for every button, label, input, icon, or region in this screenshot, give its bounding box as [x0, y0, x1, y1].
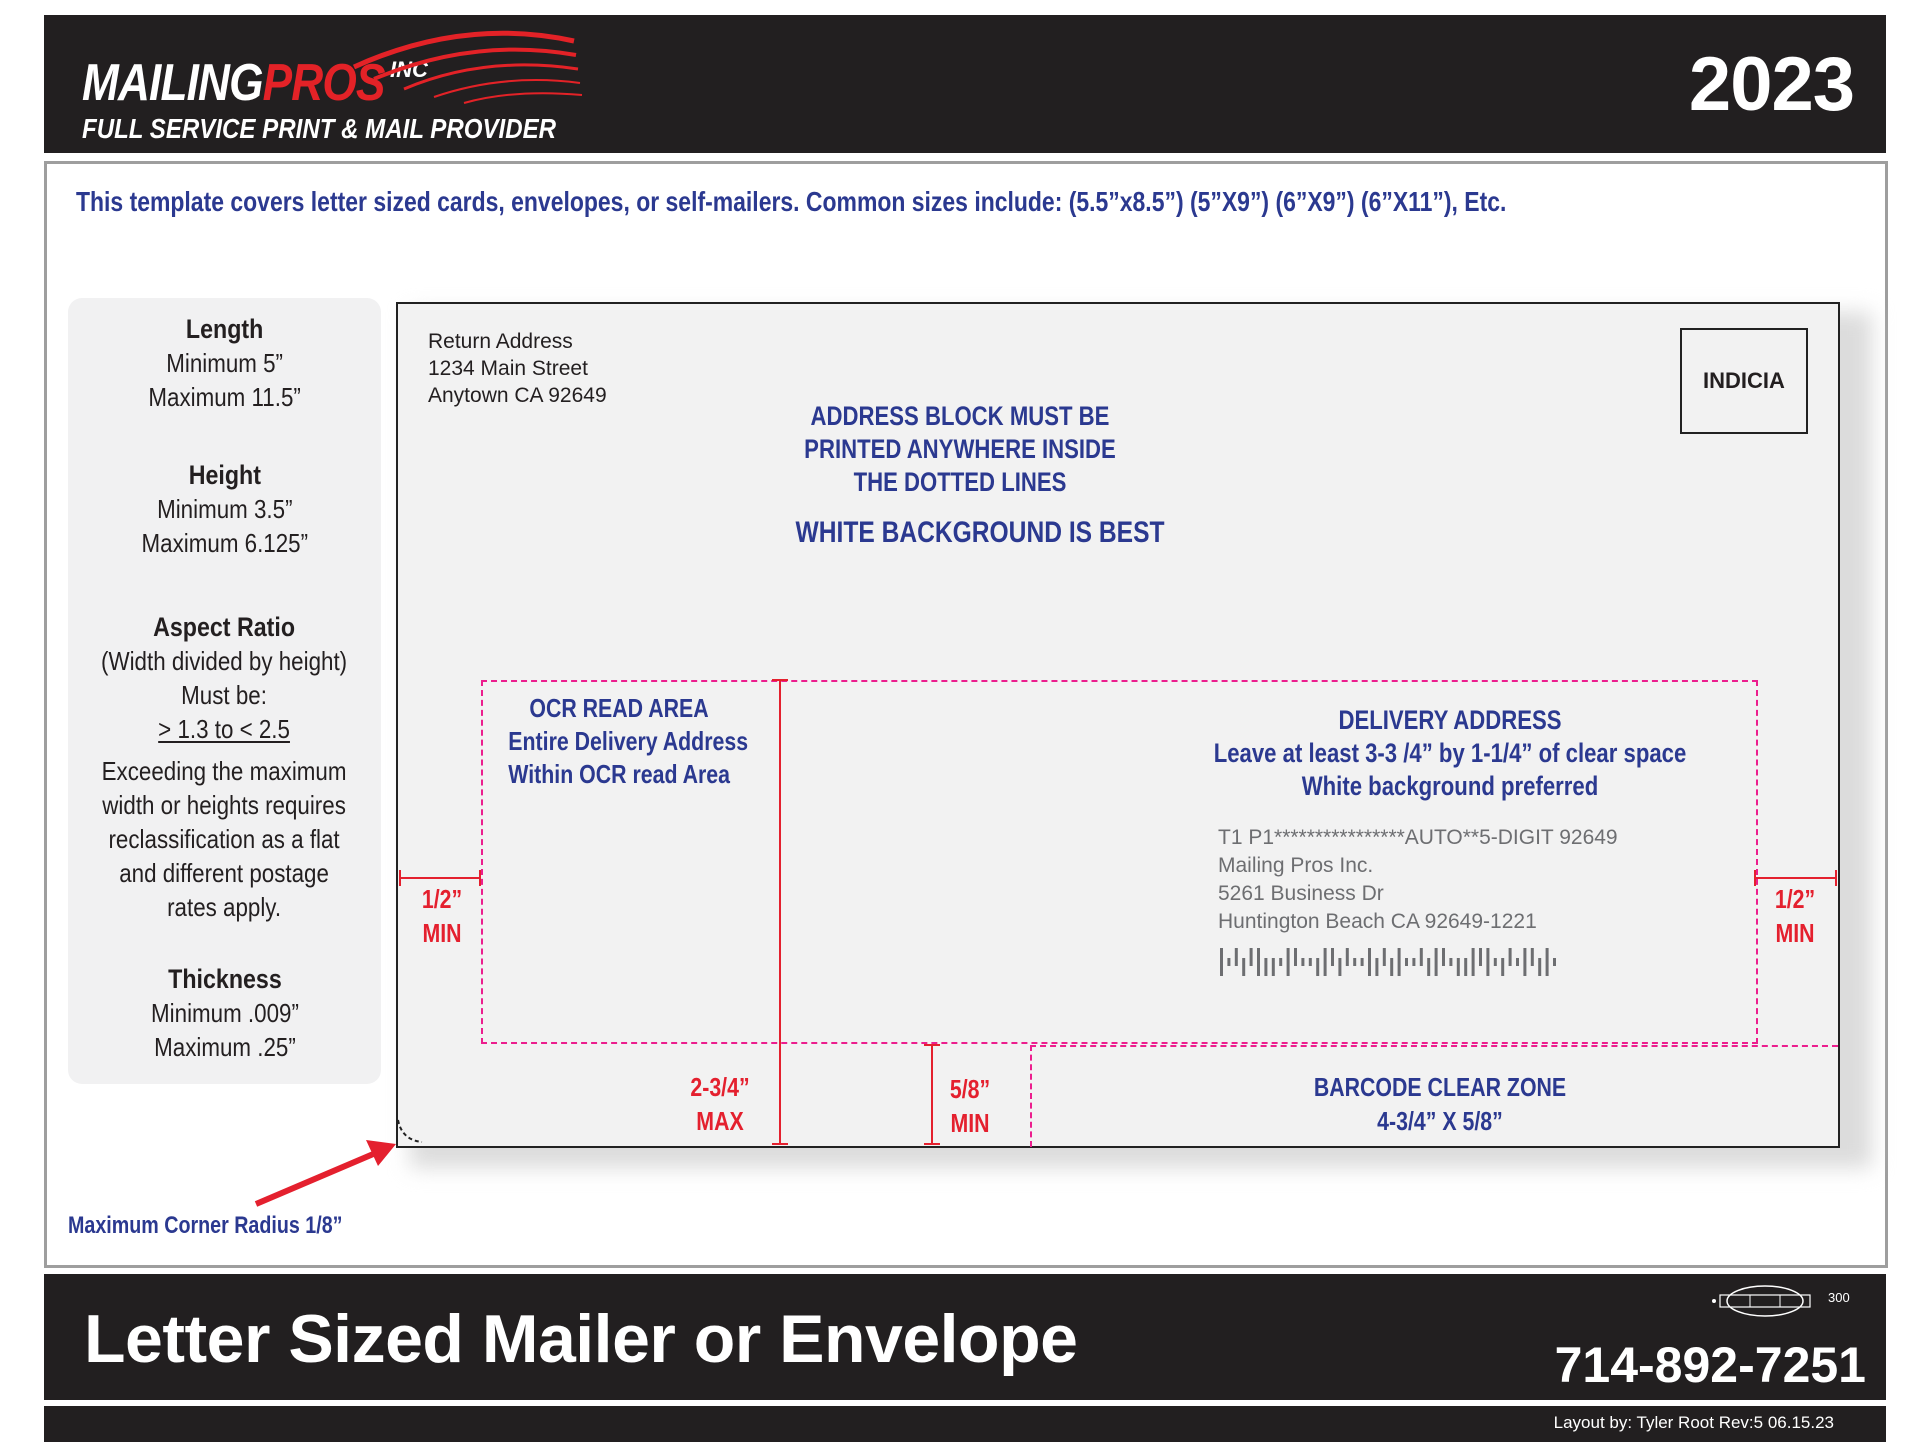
delivery-label-line: Leave at least 3-3 /4” by 1-1/4” of clear space	[1213, 738, 1687, 768]
footer-title: Letter Sized Mailer or Envelope	[84, 1301, 1078, 1377]
logo: MAILINGPROS	[82, 54, 385, 112]
dim-right-margin	[1760, 882, 1830, 950]
spec-value: Minimum .009”	[150, 998, 299, 1028]
spec-note: and different postage	[119, 858, 330, 888]
delivery-address-line: 5261 Business Dr	[1218, 882, 1384, 905]
return-address-line: Anytown CA 92649	[428, 384, 607, 407]
intro-text: This template covers letter sized cards, envelopes, or self-mailers. Common sizes include: (5.5”x8.5”) (5”X9”) (6”X9”) (6”X11”), Etc.	[76, 186, 1507, 217]
union-bug-icon	[1710, 1282, 1820, 1320]
spec-heading: Length	[185, 314, 264, 344]
spec-value: Maximum .25”	[153, 1032, 296, 1062]
spec-value: Maximum 11.5”	[148, 382, 301, 412]
dim-value: MIN	[1775, 918, 1815, 948]
dim-value: 5/8”	[949, 1074, 991, 1104]
dim-value: MIN	[950, 1108, 990, 1138]
dim-value: MAX	[696, 1106, 744, 1136]
dim-value: 1/2”	[421, 884, 463, 914]
return-address-line: 1234 Main Street	[428, 357, 588, 380]
corner-radius-label: Maximum Corner Radius 1/8”	[68, 1212, 343, 1239]
barcode-zone-line: 4-3/4” X 5/8”	[1377, 1106, 1503, 1136]
logo-tagline: FULL SERVICE PRINT & MAIL PROVIDER	[82, 113, 557, 144]
spec-note: rates apply.	[167, 892, 282, 922]
spec-value: Minimum 3.5”	[156, 494, 293, 524]
phone-number: 714-892-7251	[1554, 1337, 1866, 1393]
year-label: 2023	[1688, 42, 1854, 127]
union-number: 300	[1828, 1290, 1850, 1305]
spec-value: Must be:	[181, 680, 268, 710]
spec-value: > 1.3 to < 2.5	[158, 714, 291, 744]
spec-note: Exceeding the maximum	[102, 756, 347, 786]
delivery-address-line: T1 P1****************AUTO**5-DIGIT 92649	[1218, 826, 1618, 849]
note-line: ADDRESS BLOCK MUST BE	[810, 401, 1110, 431]
spec-heading: Aspect Ratio	[153, 612, 296, 642]
delivery-label-line: DELIVERY ADDRESS	[1338, 705, 1562, 735]
white-background-note: WHITE BACKGROUND IS BEST	[795, 516, 1165, 549]
spec-heading: Thickness	[167, 964, 282, 994]
return-address-line: Return Address	[428, 330, 573, 353]
dim-ocr-max	[670, 1070, 770, 1138]
barcode-zone-line: BARCODE CLEAR ZONE	[1313, 1072, 1567, 1102]
dim-value: 2-3/4”	[690, 1072, 750, 1102]
spec-heading: Height	[188, 460, 261, 490]
spec-value: Maximum 6.125”	[141, 528, 308, 558]
ocr-label-line: Entire Delivery Address	[508, 726, 749, 756]
spec-value: Minimum 5”	[166, 348, 283, 378]
delivery-label-line: White background preferred	[1301, 771, 1599, 801]
delivery-address-line: Huntington Beach CA 92649-1221	[1218, 910, 1537, 933]
indicia-box: INDICIA	[1680, 328, 1808, 434]
layout-credit: Layout by: Tyler Root Rev:5 06.15.23	[1553, 1413, 1834, 1432]
spec-value: (Width divided by height)	[101, 646, 348, 676]
delivery-address-line: Mailing Pros Inc.	[1218, 854, 1374, 877]
ocr-label-line: Within OCR read Area	[508, 759, 731, 789]
spec-note: width or heights requires	[102, 790, 347, 820]
ocr-label-line: OCR READ AREA	[529, 693, 709, 723]
note-line: THE DOTTED LINES	[853, 467, 1067, 497]
logo-inc: INC	[390, 57, 428, 82]
spec-note: reclassification as a flat	[108, 824, 341, 854]
dim-left-margin	[412, 882, 472, 950]
note-line: PRINTED ANYWHERE INSIDE	[804, 434, 1116, 464]
dim-value: MIN	[422, 918, 462, 948]
dim-barcode-min	[922, 1072, 1018, 1140]
dim-value: 1/2”	[1774, 884, 1816, 914]
